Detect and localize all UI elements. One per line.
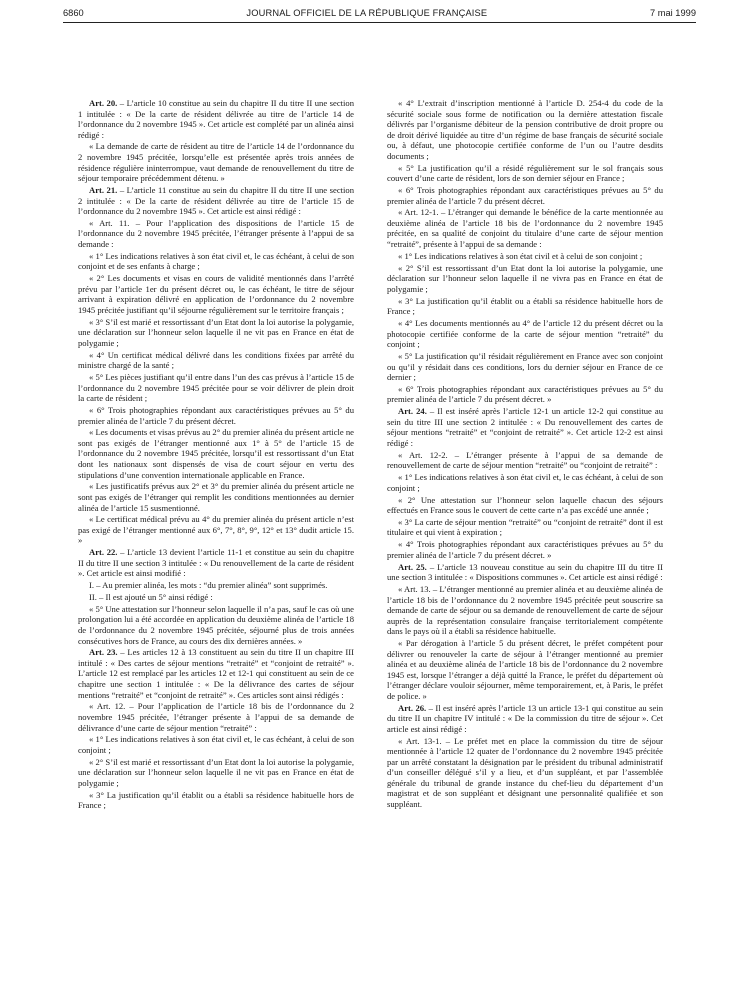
paragraph-text: « 1° Les indications relatives à son état civil et à celui de son conjoint ; [398,250,643,261]
paragraph-text: « 6° Trois photographies répondant aux caractéristiques prévues au 5° du premier alinéa de l’article 7 du présent décret. » [387,383,663,405]
paragraph-text: « Les justificatifs prévus aux 2° et 3° du premier alinéa du présent article ne sont pas exigés de l’étranger qui remplit les conditions mentionnées au dernier alinéa de l’article 15 susmentionné. [78,481,354,513]
paragraph-text: « 1° Les indications relatives à son état civil et, le cas échéant, à celui de son conjoint et de ses enfants à charge ; [78,250,354,272]
paragraph [78,98,354,140]
issue-date: 7 mai 1999 [649,8,696,18]
left-column [78,98,354,812]
paragraph-text: « Le certificat médical prévu au 4° du premier alinéa du présent article n’est pas exigé de l’étranger mentionné aux 6°, 7°, 8°, 9°, 12° et 13° dudit article 15. » [78,514,354,546]
paragraph-text: « 3° La justification qu’il établit ou a établi sa résidence habituelle hors de France ; [387,295,663,317]
paragraph [387,185,663,206]
paragraph [78,273,354,315]
article-number: Art. 25. [398,561,427,572]
paragraph-text: – L’article 11 constitue au sein du chapitre II du titre II une section 2 intitulée : « De la carte de résident délivrée au titre de l’article 15 de l’ordonnance du 2 novembre 1945 ». Cet article est ainsi rédigé : [78,184,354,217]
paragraph [78,218,354,250]
paragraph-text: – Il est inséré après l’article 13 un article 13-1 qui constitue au sein du titre II un chapitre IV intitulé : « De la commission du titre de séjour ». Cet article est ainsi rédigé : [387,702,663,734]
paragraph [387,450,663,471]
paragraph-text: « Art. 13-1. – Le préfet met en place la commission du titre de séjour mentionnée à l’article 12 quater de l’ordonnance du 2 novembre 1945 précitée par un arrêté constatant la désignation par le président du tribunal administratif d’un conseiller délégué s’il y a lieu, et d’un suppléant, et par l’assemblée générale du tribunal de grande instance du chef-lieu du département d’un magistrat et de son suppléant et désignant une personnalité qualifiée et son suppléant. [387,735,663,809]
paragraph-text: « 5° Les pièces justifiant qu’il entre dans l’un des cas prévus à l’article 15 de l’ordonnance du 2 novembre 1945 précitée pour se voir délivrer de plein droit la carte de résident ; [78,372,354,404]
paragraph [387,736,663,810]
paragraph [78,647,354,700]
paragraph-text: « 4° L’extrait d’inscription mentionné à l’article D. 254-4 du code de la sécurité sociale sous forme de notification ou la dernière attestation fiscale délivrés par l’organisme débiteur de la pension contributive de droit propre ou de droit dérivé liquidée au titre d’un régime de base français de sécurité sociale ou, à défaut, une photocopie certifiée conforme de l’un ou l’autre desdits documents ; [387,98,663,161]
paragraph [78,604,354,646]
paragraph-text: I. – Au premier alinéa, les mots : “du premier alinéa” sont supprimés. [89,580,328,591]
paragraph-text: « 6° Trois photographies répondant aux caractéristiques prévues au 5° du premier alinéa de l’article 7 du présent décret. [78,404,354,426]
paragraph-text: « 2° Les documents et visas en cours de validité mentionnés dans l’arrêté prévu par l’article 1er du présent décret ou, le cas échéant, le titre de séjour arrivant à expiration délivré en application de l’ordonnance du 2 novembre 1945 précitée justifiant qu’il séjourne régulièrement sur le territoire français ; [78,273,354,315]
paragraph-text: « 5° Une attestation sur l’honneur selon laquelle il n’a pas, sauf le cas où une prolongation lui a été accordée en application du deuxième alinéa de l’article 18 de l’ordonnance du 2 novembre 1945 précitée, séjourné plus de trois années consécutives hors de France, au cours des dix dernières années. » [78,603,354,646]
paragraph-text: – Les articles 12 à 13 constituent au sein du titre II un chapitre III intitulé : « Des cartes de séjour mentions “retraité” et “conjoint de retraité” ». L’article 12 est remplacé par les articles 12 et 12-1 qui constituent au sein de ce chapitre une section 1 intitulée : « De la délivrance des cartes de séjour mentions “retraité” et “conjoint de retraité” ». Ces articles sont ainsi rédigés : [78,647,355,700]
paragraph [387,318,663,350]
paragraph [78,350,354,371]
paragraph [78,372,354,404]
paragraph [78,185,354,217]
paragraph-text: – Il est inséré après l’article 12-1 un article 12-2 qui constitue au sein du titre III une section 2 intitulée : « Du renouvellement des cartes de séjour mentions “retraité” et “conjoint de retraité” ». Cet article 12-2 est ainsi rédigé : [387,406,664,448]
paragraph [78,790,354,811]
paragraph-text: « Art. 12-1. – L’étranger qui demande le bénéfice de la carte mentionnée au deuxième alinéa de l’article 18 bis de l’ordonnance du 2 novembre 1945 précitée, en sa qualité de conjoint du titulaire d’une carte de séjour mention “retraité”, présente à l’appui de sa demande : [387,207,663,249]
article-number: Art. 26. [398,702,427,713]
paragraph [387,562,663,583]
paragraph [78,580,354,591]
paragraph [78,547,354,579]
page-header [63,6,696,20]
paragraph [387,584,663,637]
paragraph [78,734,354,755]
paragraph [78,405,354,426]
paragraph-text: « 3° S’il est marié et ressortissant d’un Etat dont la loi autorise la polygamie, une déclaration sur l’honneur selon laquelle il ne vit pas en France en état de polygamie ; [78,316,354,348]
paragraph [387,517,663,538]
paragraph-text: « Art. 12. – Pour l’application de l’article 18 bis de l’ordonnance du 2 novembre 1945 précitée, l’étranger présente à l’appui de sa demande de délivrance d’une carte de séjour mention “retraité” : [78,701,354,733]
paragraph-text: « Art. 13. – L’étranger mentionné au premier alinéa et au deuxième alinéa de l’article 18 bis de l’ordonnance du 2 novembre 1945 précitée peut souscrire sa demande de carte de séjour ou sa demande de renouvellement de carte de séjour auprès de la représentation consulaire française territorialement compétente dans le pays où il a établi sa résidence habituelle. [387,584,663,637]
header-rule [63,22,696,23]
page-number: 6860 [63,8,84,18]
paragraph [387,207,663,249]
article-number: Art. 24. [398,406,427,417]
paragraph [78,317,354,349]
paragraph-text: « Les documents et visas prévus au 2° du premier alinéa du présent article ne sont pas exigés de l’étranger mentionné aux 1° à 5° de l’article 15 de l’ordonnance du 2 novembre 1945 précitée, lorsqu’il est ressortissant d’un Etat dont les nationaux sont dispensés de visa de court séjour en vertu des stipulations d’une convention internationale applicable en France. [78,427,354,480]
paragraph-text: « 4° Trois photographies répondant aux caractéristiques prévues au 5° du premier alinéa de l’article 7 du présent décret. » [387,539,663,560]
paragraph-text: « 2° Une attestation sur l’honneur selon laquelle chacun des séjours effectués en France sous le couvert de cette carte n’a pas excédé une année ; [387,494,663,516]
paragraph [387,98,663,161]
paragraph [387,638,663,701]
paragraph-text: « 5° La justification qu’il a résidé régulièrement sur le sol français sous couvert d’une carte de résident, lors de son dernier séjour en France ; [387,162,663,184]
article-number: Art. 21. [89,184,118,195]
paragraph [387,495,663,516]
paragraph [78,141,354,183]
article-number: Art. 20. [89,98,118,108]
paragraph-text: « 2° S’il est marié et ressortissant d’un Etat dont la loi autorise la polygamie, une déclaration sur l’honneur selon laquelle il ne vit pas en France en état de polygamie ; [78,756,354,788]
article-number: Art. 23. [89,647,118,658]
paragraph [387,163,663,184]
paragraph-text: « Par dérogation à l’article 5 du présent décret, le préfet compétent pour délivrer ou renouveler la carte de séjour à l’étranger mentionné au premier alinéa et au deuxième alinéa de l’article 18 bis de l’ordonnance du 2 novembre 1945 est, lorsque l’étranger a déjà quitté la France, le préfet du département où l’étranger déclare vouloir séjourner, même temporairement, et, à Paris, le préfet de police. » [387,638,663,701]
article-number: Art. 22. [89,547,118,558]
paragraph [78,251,354,272]
paragraph [78,427,354,480]
paragraph [78,481,354,513]
paragraph [387,263,663,295]
paragraph-text: « 2° S’il est ressortissant d’un Etat dont la loi autorise la polygamie, une déclaration sur l’honneur selon laquelle il ne vivra pas en France en état de polygamie ; [387,262,663,294]
paragraph-text: – L’article 13 devient l’article 11-1 et constitue au sein du chapitre II du titre II une section 3 intitulée : « Du renouvellement de la carte de résident ». Cet article est ainsi modifié : [78,547,355,579]
paragraph [387,296,663,317]
paragraph [78,757,354,789]
paragraph [78,701,354,733]
paragraph-text: « 3° La justification qu’il établit ou a établi sa résidence habituelle hors de France ; [78,789,354,811]
paragraph [387,703,663,735]
paragraph [387,384,663,405]
paragraph-text: « 4° Les documents mentionnés au 4° de l’article 12 du présent décret ou la photocopie certifiée conforme de la carte de séjour mention “retraité” du conjoint ; [387,318,663,350]
paragraph-text: « 6° Trois photographies répondant aux caractéristiques prévues au 5° du premier alinéa de l’article 7 du présent décret. [387,184,663,206]
paragraph [78,514,354,546]
paragraph-text: « La demande de carte de résident au titre de l’article 14 de l’ordonnance du 2 novembre 1945 précitée, lorsqu’elle est présentée après trois années de résidence régulière ininterrompue, vaut demande de renouvellement du titre de séjour temporaire précédemment détenu. » [78,141,354,184]
paragraph-text: « 1° Les indications relatives à son état civil et, le cas échéant, à celui de son conjoint ; [78,734,354,755]
paragraph [387,251,663,262]
right-column [387,98,663,811]
paragraph-text: « 5° La justification qu’il résidait régulièrement en France avec son conjoint ou qu’il y résidait dans ces conditions, lors du dernier séjour en France de ce dernier ; [387,350,663,383]
paragraph [387,539,663,560]
paragraph-text: – L’article 10 constitue au sein du chapitre II du titre II une section 1 intitulée : « De la carte de résident délivrée au titre de l’article 14 de l’ordonnance du 2 novembre 1945 ». Cet article est complété par un alinéa ainsi rédigé : [78,98,355,140]
paragraph-text: « Art. 11. – Pour l’application des dispositions de l’article 15 de l’ordonnance du 2 novembre 1945 précitée, l’étranger présente à l’appui de sa demande : [78,217,354,249]
paragraph-text: – L’article 13 nouveau constitue au sein du chapitre III du titre II une section 3 intitulée : « Dispositions communes ». Cet article est ainsi rédigé : [387,561,664,583]
paragraph [387,351,663,383]
paragraph [387,472,663,493]
paragraph-text: II. – Il est ajouté un 5° ainsi rédigé : [89,592,213,603]
journal-title: JOURNAL OFFICIEL DE LA RÉPUBLIQUE FRANÇAISE [246,8,488,18]
paragraph-text: « 1° Les indications relatives à son état civil et, le cas échéant, à celui de son conjoint ; [387,472,663,493]
paragraph [78,592,354,603]
paragraph-text: « 4° Un certificat médical délivré dans les conditions fixées par arrêté du ministre chargé de la santé ; [78,349,354,371]
paragraph [387,406,663,448]
paragraph-text: « Art. 12-2. – L’étranger présente à l’appui de sa demande de renouvellement de carte de séjour mention “retraité” ou “conjoint de retraité” : [387,449,663,471]
paragraph-text: « 3° La carte de séjour mention “retraité” ou “conjoint de retraité” dont il est titulaire et qui vient à expiration ; [387,516,663,538]
